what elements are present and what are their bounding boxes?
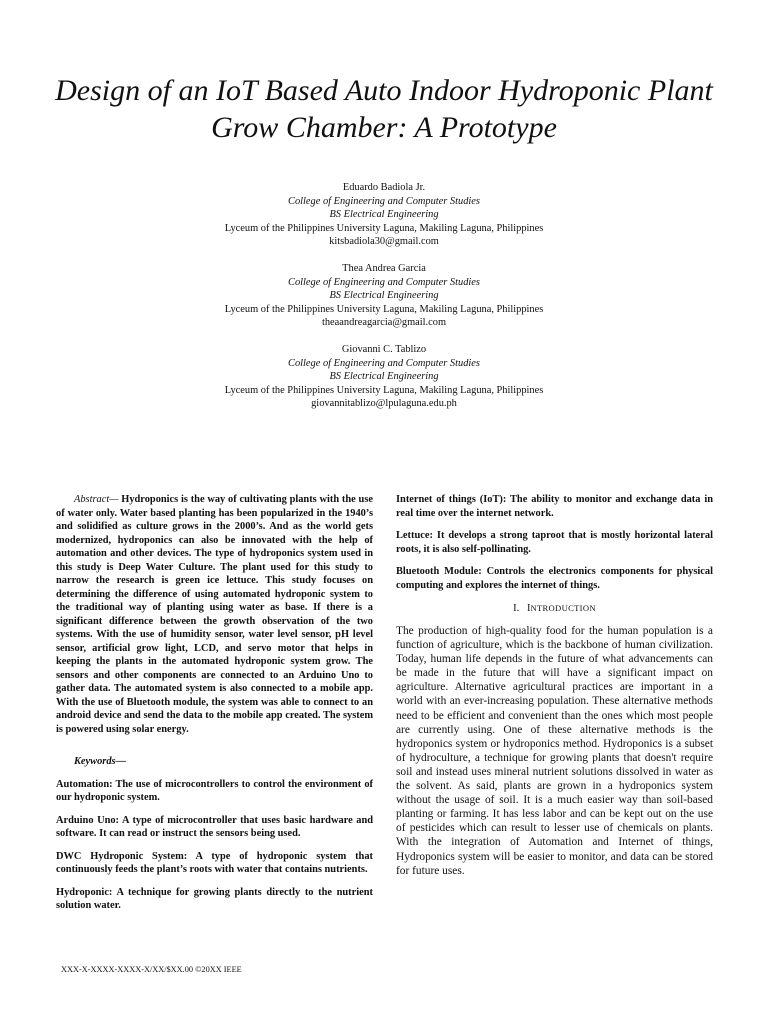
copyright-footer: XXX-X-XXXX-XXXX-X/XX/$XX.00 ©20XX IEEE — [61, 965, 242, 974]
keyword-bluetooth-module: Bluetooth Module: Controls the electronics components for physical computing and explores the internet of things. — [396, 566, 713, 591]
abstract-label: Abstract— — [74, 494, 119, 505]
author-1 — [0, 181, 768, 249]
section-heading-introduction — [396, 602, 713, 615]
author-block — [0, 181, 768, 424]
author-college: College of Engineering and Computer Studies — [288, 276, 480, 288]
left-column — [56, 493, 373, 913]
abstract-paragraph — [56, 493, 373, 736]
author-university: Lyceum of the Philippines University Laguna, Makiling Laguna, Philippines — [224, 384, 544, 396]
author-name: Giovanni C. Tablizo — [341, 344, 427, 355]
author-email: giovannitablizo@lpulaguna.edu.ph — [311, 398, 457, 409]
author-program: BS Electrical Engineering — [329, 290, 439, 301]
author-college: College of Engineering and Computer Studies — [288, 195, 480, 207]
right-column — [396, 493, 713, 878]
author-program: BS Electrical Engineering — [329, 209, 439, 220]
author-college: College of Engineering and Computer Studies — [288, 357, 480, 369]
author-university: Lyceum of the Philippines University Laguna, Makiling Laguna, Philippines — [224, 222, 544, 234]
section-number: I. — [513, 603, 520, 614]
keyword-lettuce: Lettuce: It develops a strong taproot that is mostly horizontal lateral roots, it is also self-pollinating. — [396, 530, 713, 555]
author-name: Eduardo Badiola Jr. — [342, 182, 426, 193]
keyword-hydroponic: Hydroponic: A technique for growing plants directly to the nutrient solution water. — [56, 886, 373, 911]
author-3 — [0, 343, 768, 411]
keyword-dwc-hydroponic-system: DWC Hydroponic System: A type of hydroponic system that continuously feeds the plant’s roots with water that contains nutrients. — [56, 850, 373, 875]
author-university: Lyceum of the Philippines University Laguna, Makiling Laguna, Philippines — [224, 303, 544, 315]
keywords-label: Keywords— — [74, 756, 126, 767]
abstract-text: Hydroponics is the way of cultivating plants with the use of water only. Water based planting has been popularized in the 1940’s and solidified as culture grows in the 2000’s. And as the world gets modernized, hydroponics can also be innovated with the help of automation and other devices. The type of hydroponics system used in this study is Deep Water Culture. The plant used for this study to narrow the research is green ice lettuce. This study focuses on determining the difference of using automated hydroponic system to the traditional way of planting using water as base. If there is a significant difference between the growth observation of the two systems. With the use of humidity sensor, water level sensor, pH level sensor, artificial grow light, LCD, and servo motor that helps in keeping the plants in the automated hydroponic system grow. The sensors and other components are connected to an Arduino Uno to gather data. The automated system is also connected to a mobile app. With the use of Bluetooth module, the system was able to connect to an android device and send the data to the mobile app created. The system is powered using solar energy. — [56, 494, 373, 735]
author-program: BS Electrical Engineering — [329, 371, 439, 382]
keyword-arduino-uno: Arduino Uno: A type of microcontroller that uses basic hardware and software. It can read or instruct the sensors being used. — [56, 814, 373, 839]
section-first-letter: I — [527, 603, 531, 614]
author-email: theaandreagarcia@gmail.com — [321, 317, 447, 328]
paper-title: Design of an IoT Based Auto Indoor Hydroponic Plant Grow Chamber: A Prototype — [55, 74, 713, 144]
author-email: kitsbadiola30@gmail.com — [329, 236, 439, 247]
keyword-iot: Internet of things (IoT): The ability to monitor and exchange data in real time over the internet network. — [396, 494, 713, 519]
introduction-paragraph: The production of high-quality food for the human population is a function of agriculture, which is the backbone of human civilization. Today, human life depends in the future of what advancements can be made in the future that will have a significant impact on agriculture. Alternative agricultural practices are important in a world with an ever-increasing population. These alternative methods need to be efficient and convenient than the ones which most people are currently using. One of these alternative methods is the hydroponics system or hydroponics method. Hydroponics is a subset of hydroculture, a technique for growing plants that doesn't require soil and instead uses mineral nutrient solutions dissolved in water as the solvent. As said, plants are grown in a hydroponics system without the usage of soil. It is a much easier way than soil-based planting or farming. It has less labor and can be kept out on the use of pesticides which can result to lesser use of chemicals on plants. With the integration of Automation and Internet of things, Hydroponics system will be easier to monitor, and data can be stored for future uses. — [396, 625, 713, 877]
section-title-rest: NTRODUCTION — [530, 603, 596, 613]
author-2 — [0, 262, 768, 330]
keyword-automation: Automation: The use of microcontrollers to control the environment of our hydroponic system. — [56, 778, 373, 803]
author-name: Thea Andrea Garcia — [342, 263, 426, 274]
